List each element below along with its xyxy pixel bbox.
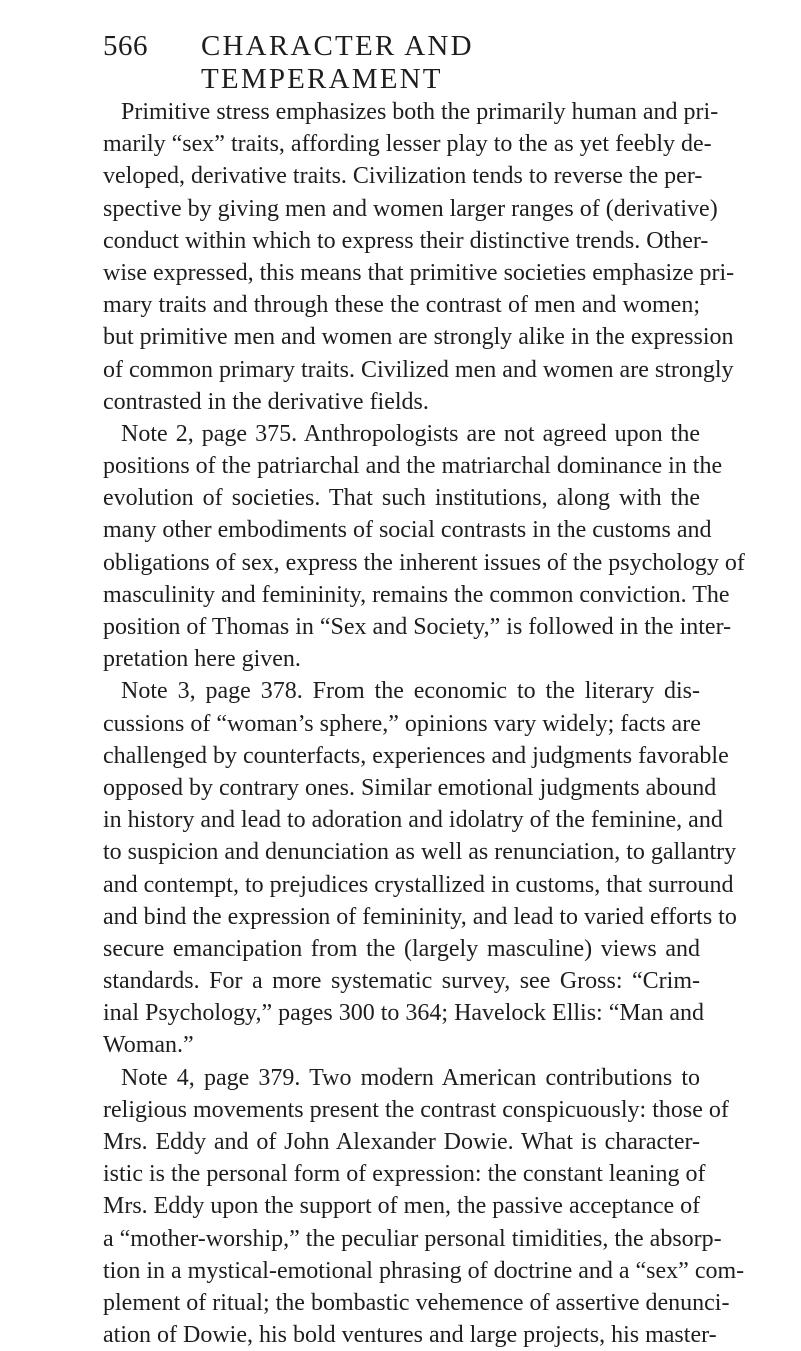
text-line: and contempt, to prejudices crystallized in customs, that surround <box>103 871 734 898</box>
text-line: opposed by contrary ones. Similar emotional judgments abound <box>103 774 717 801</box>
text-line: istic is the personal form of expression: the constant leaning of <box>103 1161 706 1188</box>
text-line: masculinity and femininity, remains the common conviction. The <box>103 581 730 608</box>
text-line: inal Psychology,” pages 300 to 364; Havelock Ellis: “Man and <box>103 1000 704 1027</box>
running-head: CHARACTER AND TEMPERAMENT <box>201 30 474 95</box>
text-line: secure emancipation from the (largely masculine) views and <box>103 935 700 962</box>
text-line: veloped, derivative traits. Civilization tends to reverse the per- <box>103 163 703 190</box>
text-line: Primitive stress emphasizes both the primarily human and pri- <box>121 99 719 125</box>
text-line: Mrs. Eddy and of John Alexander Dowie. What is character- <box>103 1129 700 1155</box>
text-line: Note 3, page 378. From the economic to the literary dis- <box>121 678 700 705</box>
page-number: 566 <box>103 30 148 62</box>
text-line: tion in a mystical-emotional phrasing of doctrine and a “sex” com- <box>103 1257 745 1284</box>
text-line: Woman.” <box>103 1032 194 1059</box>
text-line: Mrs. Eddy upon the support of men, the passive acceptance of <box>103 1193 701 1220</box>
text-line: of common primary traits. Civilized men and women are strongly <box>103 356 734 383</box>
text-line: but primitive men and women are strongly alike in the expression <box>103 324 734 351</box>
text-line: to suspicion and denunciation as well as renunciation, to gallantry <box>103 839 737 866</box>
text-line: spective by giving men and women larger ranges of (derivative) <box>103 195 718 222</box>
paragraph-primitive-stress <box>103 96 735 418</box>
text-line: challenged by counterfacts, experiences and judgments favorable <box>103 742 729 769</box>
text-line: a “mother-worship,” the peculiar personal timidities, the absorp- <box>103 1225 722 1252</box>
text-line: plement of ritual; the bombastic vehemence of assertive denunci- <box>103 1289 730 1316</box>
text-line: conduct within which to express their distinctive trends. Other- <box>103 227 709 254</box>
text-line: pretation here given. <box>103 646 301 673</box>
text-line: and bind the expression of femininity, and lead to varied efforts to <box>103 903 737 930</box>
text-line: cussions of “woman’s sphere,” opinions vary widely; facts are <box>103 710 701 737</box>
text-line: contrasted in the derivative fields. <box>103 388 429 415</box>
text-line: many other embodiments of social contrasts in the customs and <box>103 517 712 544</box>
text-line: ation of Dowie, his bold ventures and large projects, his master- <box>103 1322 717 1349</box>
page-header <box>103 30 703 95</box>
text-line: position of Thomas in “Sex and Society,” is followed in the inter- <box>103 614 732 640</box>
text-line: in history and lead to adoration and idolatry of the feminine, and <box>103 807 723 834</box>
text-line: obligations of sex, express the inherent issues of the psychology of <box>103 549 745 576</box>
text-line: positions of the patriarchal and the matriarchal dominance in the <box>103 453 723 480</box>
text-line: marily “sex” traits, affording lesser play to the as yet feebly de- <box>103 131 712 158</box>
text-line: wise expressed, this means that primitive societies emphasize pri- <box>103 259 735 286</box>
text-line: Note 2, page 375. Anthropologists are not agreed upon the <box>121 420 700 447</box>
text-line: evolution of societies. That such institutions, along with the <box>103 485 700 512</box>
paragraph-note-3 <box>103 675 737 1061</box>
text-line: standards. For a more systematic survey, see Gross: “Crim- <box>103 968 700 995</box>
text-line: Note 4, page 379. Two modern American contributions to <box>121 1064 700 1091</box>
text-line: mary traits and through these the contrast of men and women; <box>103 292 700 319</box>
body-text <box>103 96 745 1351</box>
paragraph-note-2 <box>103 418 745 676</box>
paragraph-note-4 <box>103 1062 745 1351</box>
text-line: religious movements present the contrast conspicuously: those of <box>103 1096 729 1123</box>
